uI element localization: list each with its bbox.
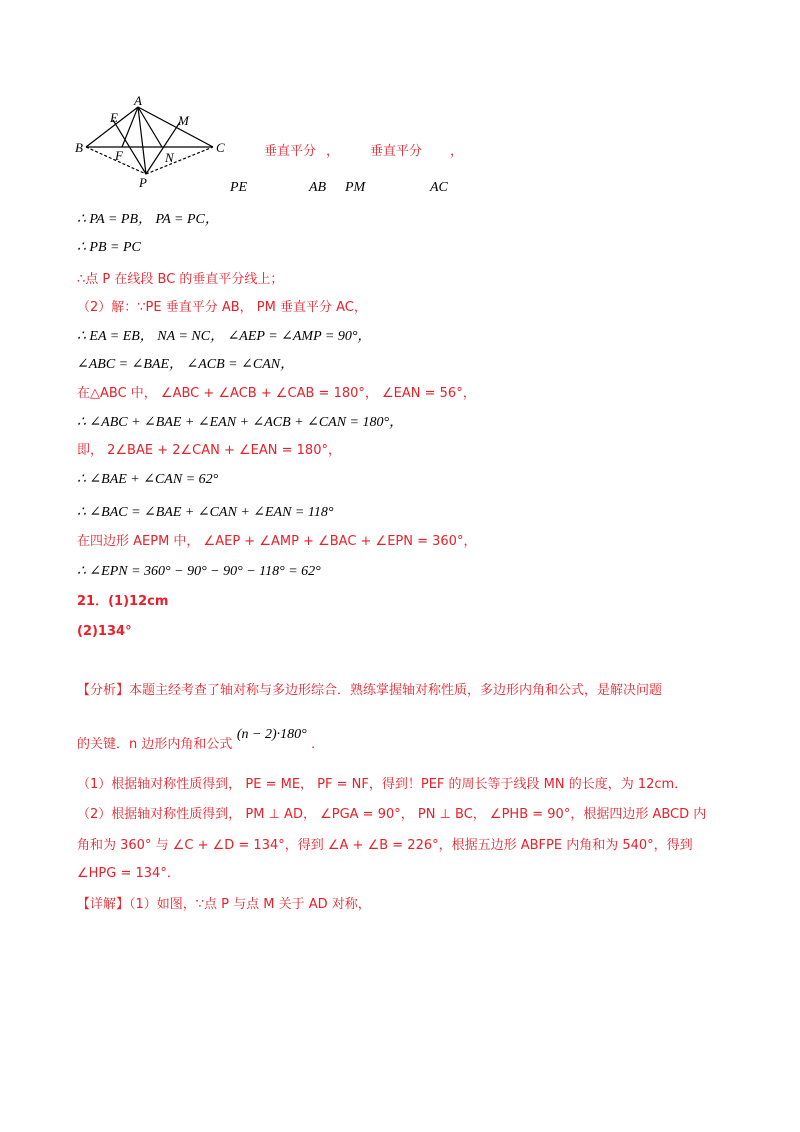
label-p: P (139, 175, 147, 190)
solution-line-12: 在四边形 AEPM 中， ∠AEP + ∠AMP + ∠BAC + ∠EPN = 360°， (77, 534, 477, 549)
solution-line-7: 在△ABC 中， ∠ABC + ∠ACB + ∠CAB = 180°， ∠EAN = 56°， (77, 386, 476, 401)
label-f: F (115, 148, 123, 163)
analysis-para-2 (77, 727, 325, 755)
solution-line-2: ∴ PB = PC (77, 240, 141, 255)
analysis-para-4: （2）根据轴对称性质得到， PM ⊥ AD， ∠PGA = 90°， PN ⊥ BC， ∠PHB = 90°，根据四边形 ABCD 内 (77, 807, 707, 822)
answer-21-2: (2)134° (77, 624, 132, 639)
label-m: M (178, 113, 189, 128)
math-ab: AB (309, 180, 327, 195)
solution-line-5: ∴ EA = EB， NA = NC， ∠AEP = ∠AMP = 90°， (77, 329, 372, 344)
solution-line-1: ∴ PA = PB， PA = PC， (77, 212, 219, 227)
label-n: N (165, 150, 174, 165)
answer-21-1: 21．(1)12cm (77, 594, 169, 609)
analysis-para-2-end: ． (311, 737, 325, 752)
solution-line-13: ∴ ∠EPN = 360° − 90° − 90° − 118° = 62° (77, 564, 321, 579)
solution-line-11: ∴ ∠BAC = ∠BAE + ∠CAN + ∠EAN = 118° (77, 505, 334, 520)
solution-line-3: ∴点 P 在线段 BC 的垂直平分线上； (77, 272, 284, 287)
analysis-para-3: （1）根据轴对称性质得到， PE = ME， PF = NF，得到！PEF 的周长等于线段 MN 的长度，为 12cm． (77, 777, 688, 792)
segment-ac (138, 107, 213, 147)
perp-text-2: 垂直平分 (370, 144, 423, 159)
label-b: B (75, 140, 83, 155)
math-ac: AC (430, 180, 448, 195)
sep-1: ， (326, 144, 340, 159)
label-c: C (216, 140, 225, 155)
polygon-angle-formula: (n − 2)·180° (236, 727, 307, 742)
math-pe: PE (230, 180, 248, 195)
label-a: A (134, 93, 142, 108)
label-e: E (110, 110, 118, 125)
analysis-para-2-text: 的关键．n 边形内角和公式 (77, 737, 233, 752)
segment-pc (146, 147, 213, 174)
solution-line-4: （2）解：∵PE 垂直平分 AB， PM 垂直平分 AC， (77, 300, 367, 315)
sep-2: ， (450, 144, 464, 159)
perp-text-1: 垂直平分 (264, 144, 317, 159)
solution-line-9: 即， 2∠BAE + 2∠CAN + ∠EAN = 180°， (77, 443, 341, 458)
detail-para-1: 【详解】（1）如图，∵点 P 与点 M 关于 AD 对称， (77, 897, 371, 912)
analysis-para-5: 角和为 360° 与 ∠C + ∠D = 134°，得到 ∠A + ∠B = 226°，根据五边形 ABFPE 内角和为 540°，得到 (77, 838, 693, 853)
solution-line-10: ∴ ∠BAE + ∠CAN = 62° (77, 472, 219, 487)
geometry-figure (70, 90, 240, 200)
solution-line-8: ∴ ∠ABC + ∠BAE + ∠EAN + ∠ACB + ∠CAN = 180°， (77, 415, 404, 430)
analysis-para-1: 【分析】本题主经考查了轴对称与多边形综合．熟练掌握轴对称性质，多边形内角和公式，是解决问题 (77, 683, 663, 698)
solution-line-6: ∠ABC = ∠BAE， ∠ACB = ∠CAN， (77, 357, 295, 372)
analysis-para-6: ∠HPG = 134°． (77, 866, 180, 881)
math-pm: PM (345, 180, 366, 195)
